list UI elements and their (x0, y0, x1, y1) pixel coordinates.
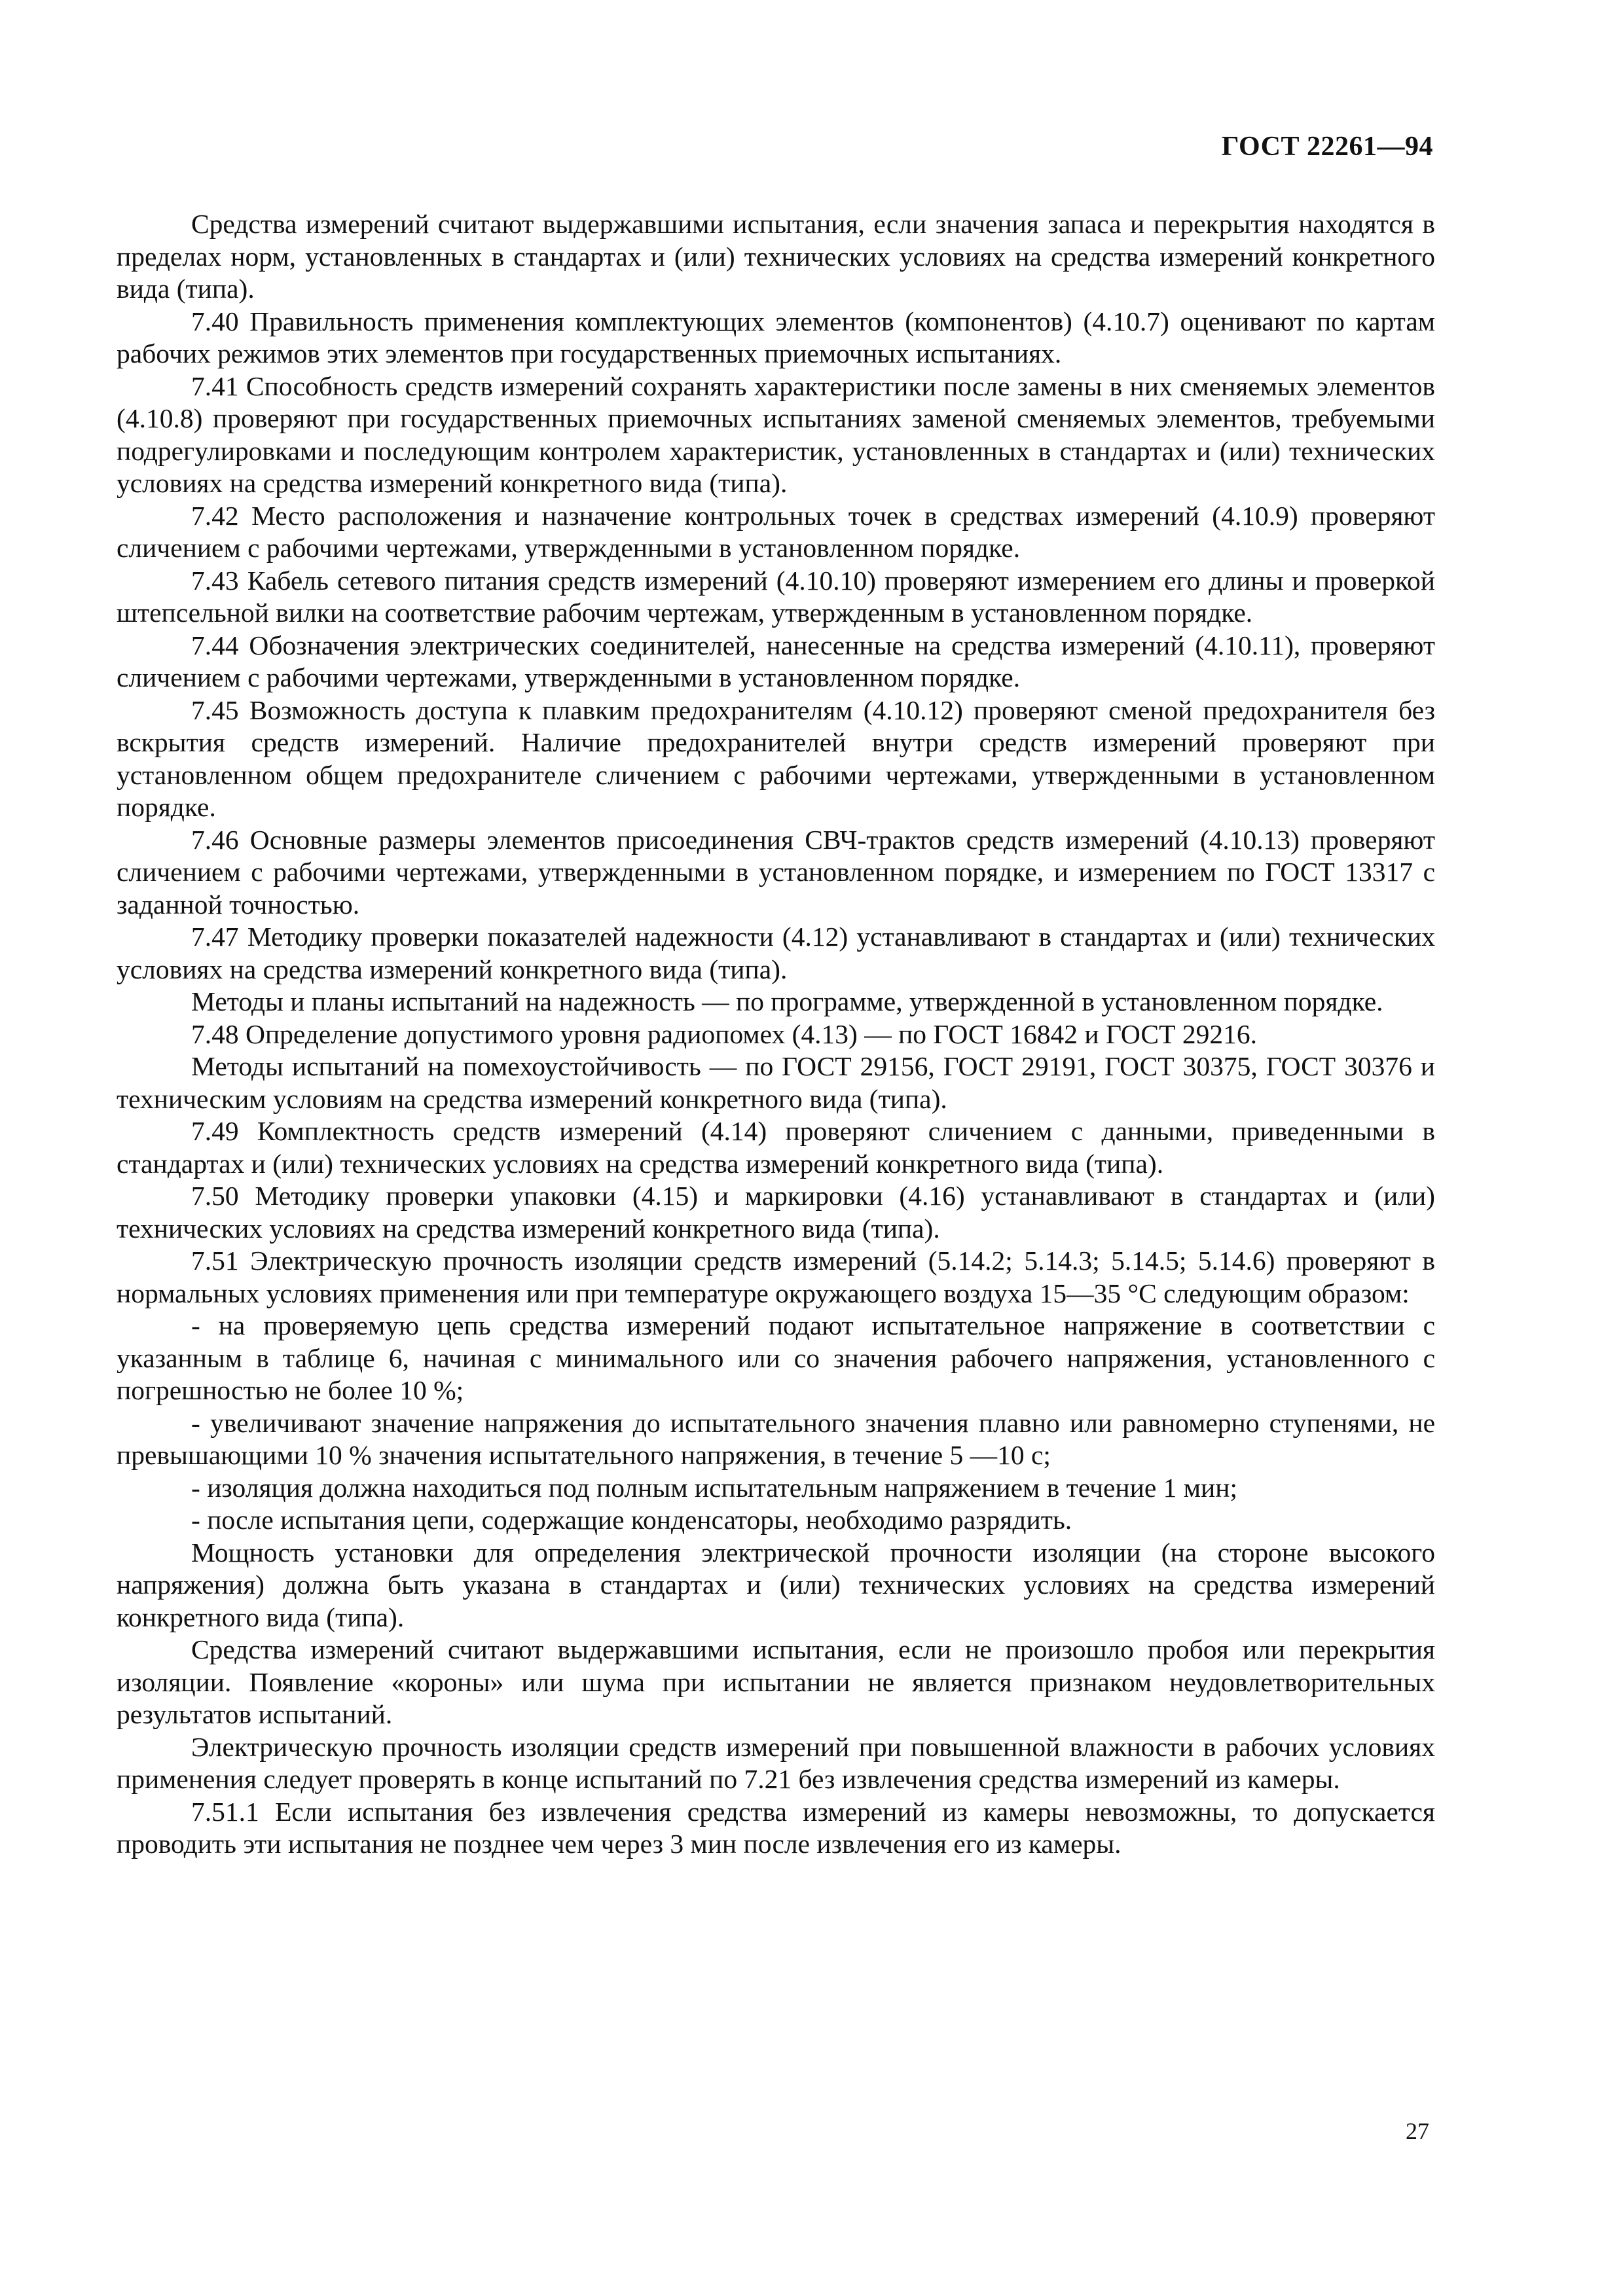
paragraph-7-46: 7.46 Основные размеры элементов присоединения СВЧ-трактов средств измерений (4.10.13) проверяют сличением с рабочими чертежами, утвержденными в установленном порядке, и измерением по ГОСТ 13317 с заданной точностью. (117, 824, 1435, 920)
paragraph-7-45: 7.45 Возможность доступа к плавким предохранителям (4.10.12) проверяют сменой предохранителя без вскрытия средств измерений. Наличие предохранителей внутри средств измерений проверяют при установленном общем предохранителе сличением с рабочими чертежами, утвержденными в установленном порядке. (117, 694, 1435, 822)
paragraph-7-43: 7.43 Кабель сетевого питания средств измерений (4.10.10) проверяют измерением его длины и проверкой штепсельной вилки на соответствие рабочим чертежам, утвержденным в установленном порядке. (117, 565, 1435, 628)
paragraph-7-41: 7.41 Способность средств измерений сохранять характеристики после замены в них сменяемых элементов (4.10.8) проверяют при государственных приемочных испытаниях заменой сменяемых элементов, требуемыми подрегулировками и последующим контролем характеристик, установленных в стандартах и (или) технических условиях на средства измерений конкретного вида (типа). (117, 370, 1435, 498)
paragraph: Методы испытаний на помехоустойчивость — по ГОСТ 29156, ГОСТ 29191, ГОСТ 30375, ГОСТ 30376 и техническим условиям на средства измерений конкретного вида (типа). (117, 1051, 1435, 1114)
paragraph-7-40: 7.40 Правильность применения комплектующих элементов (компонентов) (4.10.7) оценивают по картам рабочих режимов этих элементов при государственных приемочных испытаниях. (117, 306, 1435, 368)
list-item: - на проверяемую цепь средства измерений подают испытательное напряжение в соответствии с указанным в таблице 6, начиная с минимального или со значения рабочего напряжения, установленного с погрешностью не более 10 %; (117, 1310, 1435, 1405)
paragraph: Средства измерений считают выдержавшими испытания, если не произошло пробоя или перекрытия изоляции. Появление «короны» или шума при испытании не является признаком неудовлетворительных результатов испытаний. (117, 1634, 1435, 1729)
paragraph-7-44: 7.44 Обозначения электрических соединителей, нанесенные на средства измерений (4.10.11), проверяют сличением с рабочими чертежами, утвержденными в установленном порядке. (117, 630, 1435, 692)
list-item: - увеличивают значение напряжения до испытательного значения плавно или равномерно ступенями, не превышающими 10 % значения испытательного напряжения, в течение 5 —10 с; (117, 1407, 1435, 1470)
paragraph-7-50: 7.50 Методику проверки упаковки (4.15) и маркировки (4.16) устанавливают в стандартах и (или) технических условиях на средства измерений конкретного вида (типа). (117, 1181, 1435, 1244)
paragraph-7-51: 7.51 Электрическую прочность изоляции средств измерений (5.14.2; 5.14.3; 5.14.5; 5.14.6) проверяют в нормальных условиях применения или при температуре окружающего воздуха 15—35 °С следующим образом: (117, 1246, 1435, 1308)
paragraph: Электрическую прочность изоляции средств измерений при повышенной влажности в рабочих условиях применения следует проверять в конце испытаний по 7.21 без извлечения средства измерений из камеры. (117, 1731, 1435, 1794)
list-item: - после испытания цепи, содержащие конденсаторы, необходимо разрядить. (191, 1505, 1072, 1535)
paragraph: Средства измерений считают выдержавшими испытания, если значения запаса и перекрытия находятся в пределах норм, установленных в стандартах и (или) технических условиях на средства измерений конкретного вида (типа). (117, 209, 1435, 304)
paragraph-7-51-1: 7.51.1 Если испытания без извлечения средства измерений из камеры невозможны, то допускается проводить эти испытания не позднее чем через 3 мин после извлечения его из камеры. (117, 1796, 1435, 1859)
document-header: ГОСТ 22261—94 (1221, 132, 1433, 162)
paragraph: Методы и планы испытаний на надежность — по программе, утвержденной в установленном порядке. (191, 986, 1383, 1016)
page-number: 27 (1406, 2118, 1429, 2144)
paragraph-7-47: 7.47 Методику проверки показателей надежности (4.12) устанавливают в стандартах и (или) технических условиях на средства измерений конкретного вида (типа). (117, 922, 1435, 984)
paragraph-7-49: 7.49 Комплектность средств измерений (4.14) проверяют сличением с данными, приведенными в стандартах и (или) технических условиях на средства измерений конкретного вида (типа). (117, 1116, 1435, 1179)
document-body (117, 208, 1435, 1861)
paragraph-7-48: 7.48 Определение допустимого уровня радиопомех (4.13) — по ГОСТ 16842 и ГОСТ 29216. (191, 1018, 1257, 1049)
paragraph-7-42: 7.42 Место расположения и назначение контрольных точек в средствах измерений (4.10.9) проверяют сличением с рабочими чертежами, утвержденными в установленном порядке. (117, 500, 1435, 563)
paragraph: Мощность установки для определения электрической прочности изоляции (на стороне высокого напряжения) должна быть указана в стандартах и (или) технических условиях на средства измерений конкретного вида (типа). (117, 1537, 1435, 1632)
list-item: - изоляция должна находиться под полным испытательным напряжением в течение 1 мин; (191, 1472, 1237, 1503)
